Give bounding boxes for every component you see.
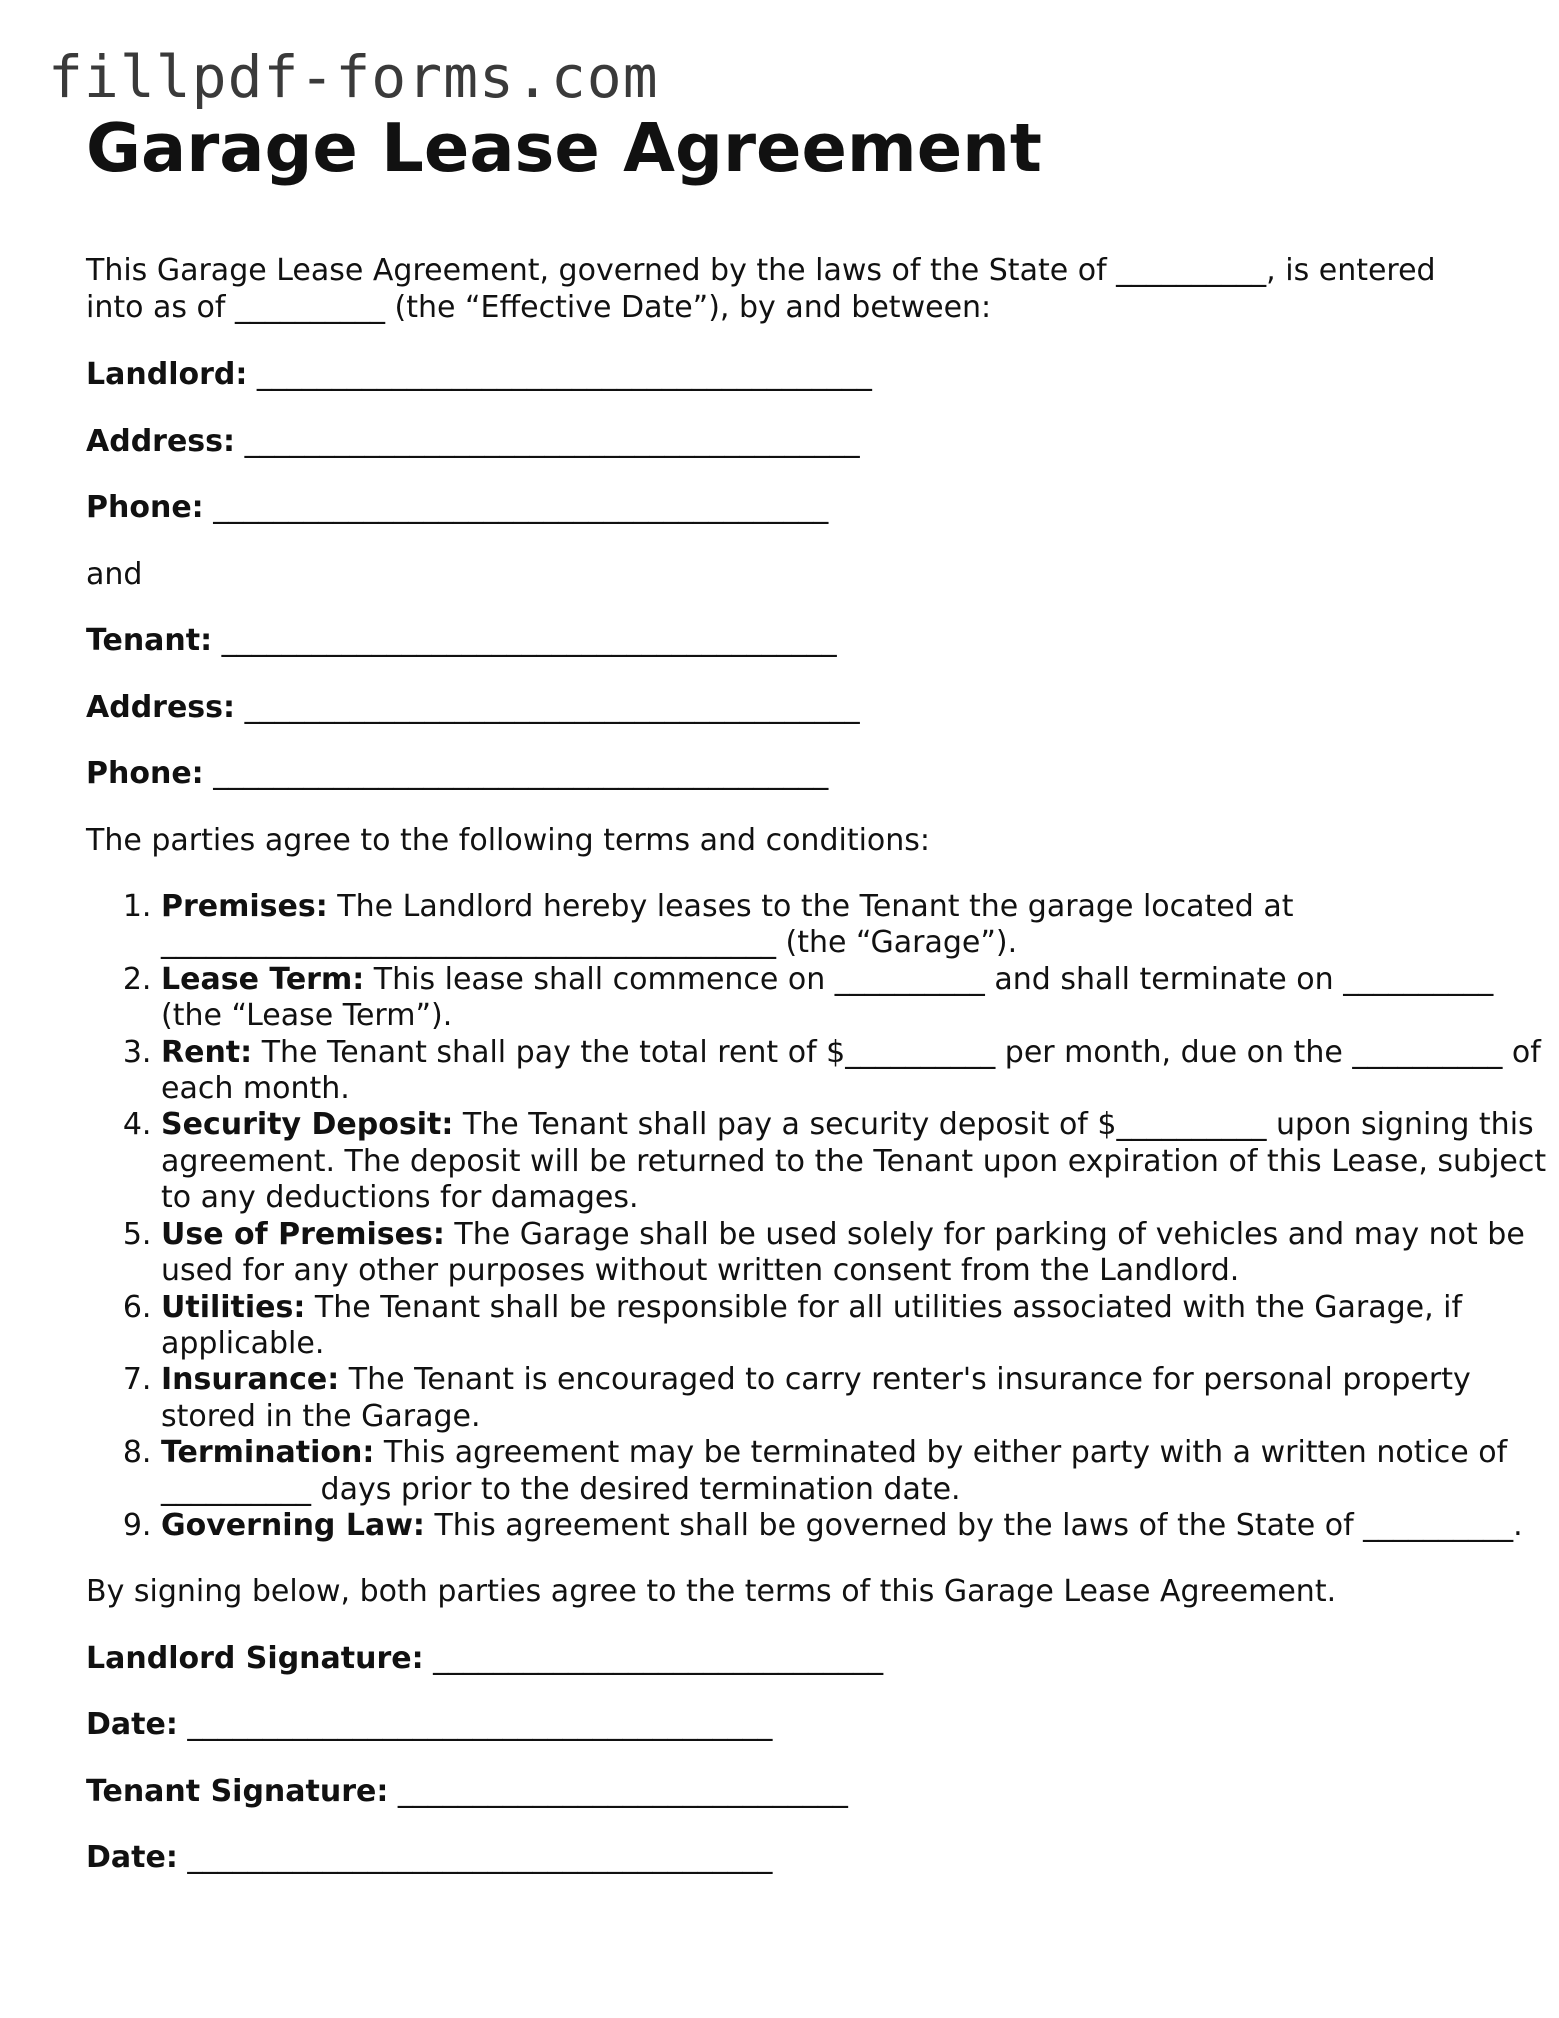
tenant-phone-line[interactable]: _________________________________________ <box>213 756 829 792</box>
term-item <box>161 1290 1559 1363</box>
landlord-date-line[interactable]: _______________________________________ <box>187 1707 773 1743</box>
landlord-phone-line[interactable]: _________________________________________ <box>213 490 829 526</box>
term-item <box>161 1107 1559 1216</box>
tenant-name-field[interactable] <box>86 623 1486 660</box>
landlord-address-line[interactable]: _________________________________________ <box>244 423 860 459</box>
watermark: fillpdf-forms.com <box>48 43 659 111</box>
term-title: Insurance: <box>161 1362 340 1398</box>
tenant-phone-label: Phone: <box>86 756 204 792</box>
term-item <box>161 1362 1559 1435</box>
term-text: The Tenant shall pay the total rent of $__________ per month, due on the __________ of each month. <box>161 1034 1541 1107</box>
term-title: Utilities: <box>161 1289 306 1325</box>
tenant-date-label: Date: <box>86 1840 178 1876</box>
tenant-name-line[interactable]: _________________________________________ <box>221 623 837 659</box>
landlord-address-field[interactable] <box>86 424 1486 461</box>
term-text: The Tenant shall be responsible for all utilities associated with the Garage, if applicable. <box>161 1289 1463 1361</box>
term-title: Premises: <box>161 889 328 925</box>
landlord-signature-field[interactable] <box>86 1641 1486 1678</box>
term-item <box>161 1508 1559 1544</box>
terms-list <box>86 889 1559 1544</box>
tenant-name-label: Tenant: <box>86 623 213 659</box>
landlord-date-label: Date: <box>86 1707 178 1743</box>
closing-paragraph: By signing below, both parties agree to the terms of this Garage Lease Agreement. <box>86 1574 1337 1610</box>
terms-intro: The parties agree to the following terms and conditions: <box>86 822 931 858</box>
and-text: and <box>86 556 143 592</box>
term-text: The Garage shall be used solely for parking of vehicles and may not be used for any other purposes without written consent from the Landlord. <box>161 1216 1525 1289</box>
term-title: Rent: <box>161 1034 253 1070</box>
tenant-signature-field[interactable] <box>86 1774 1486 1811</box>
term-text: This agreement shall be governed by the laws of the State of __________. <box>424 1507 1523 1543</box>
term-text: The Landlord hereby leases to the Tenant the garage located at _________________________________________ (the “Garage”). <box>161 889 1294 961</box>
document-page <box>86 109 1547 1877</box>
tenant-signature-label: Tenant Signature: <box>86 1773 389 1809</box>
landlord-phone-label: Phone: <box>86 490 204 526</box>
term-text: This lease shall commence on __________ and shall terminate on __________ (the “Lease Term”). <box>161 961 1494 1034</box>
term-item <box>161 889 1559 962</box>
term-item <box>161 1035 1559 1108</box>
tenant-signature-line[interactable]: ______________________________ <box>397 1773 848 1809</box>
term-title: Use of Premises: <box>161 1216 445 1252</box>
landlord-address-label: Address: <box>86 423 236 459</box>
term-item <box>161 1435 1559 1508</box>
tenant-phone-field[interactable] <box>86 756 1486 793</box>
tenant-address-line[interactable]: _________________________________________ <box>244 689 860 725</box>
term-text: This agreement may be terminated by either party with a written notice of __________ days prior to the desired termination date. <box>161 1435 1508 1507</box>
landlord-signature-line[interactable]: ______________________________ <box>433 1640 884 1676</box>
term-title: Termination: <box>161 1435 375 1471</box>
signature-block <box>86 1641 1486 1877</box>
term-title: Lease Term: <box>161 961 365 997</box>
landlord-name-field[interactable] <box>86 357 1486 394</box>
landlord-date-field[interactable] <box>86 1707 1486 1744</box>
term-text: The Tenant shall pay a security deposit of $__________ upon signing this agreement. The deposit will be returned to the Tenant upon expiration of this Lease, subject to any deductions for damages. <box>161 1107 1547 1216</box>
page-title: Garage Lease Agreement <box>86 109 1042 187</box>
landlord-phone-field[interactable] <box>86 490 1486 527</box>
intro-paragraph: This Garage Lease Agreement, governed by the laws of the State of __________, is entered into as of __________ (the “Effective Date”), by and between: <box>86 253 1436 325</box>
tenant-date-line[interactable]: _______________________________________ <box>187 1840 773 1876</box>
landlord-name-line[interactable]: _________________________________________ <box>256 357 872 393</box>
term-item <box>161 962 1559 1035</box>
term-item <box>161 1217 1559 1290</box>
term-title: Governing Law: <box>161 1507 425 1543</box>
landlord-name-label: Landlord: <box>86 357 248 393</box>
term-title: Security Deposit: <box>161 1107 454 1143</box>
tenant-address-label: Address: <box>86 689 236 725</box>
tenant-date-field[interactable] <box>86 1840 1486 1877</box>
tenant-address-field[interactable] <box>86 690 1486 727</box>
landlord-signature-label: Landlord Signature: <box>86 1640 424 1676</box>
term-text: The Tenant is encouraged to carry renter's insurance for personal property stored in the Garage. <box>161 1362 1471 1434</box>
